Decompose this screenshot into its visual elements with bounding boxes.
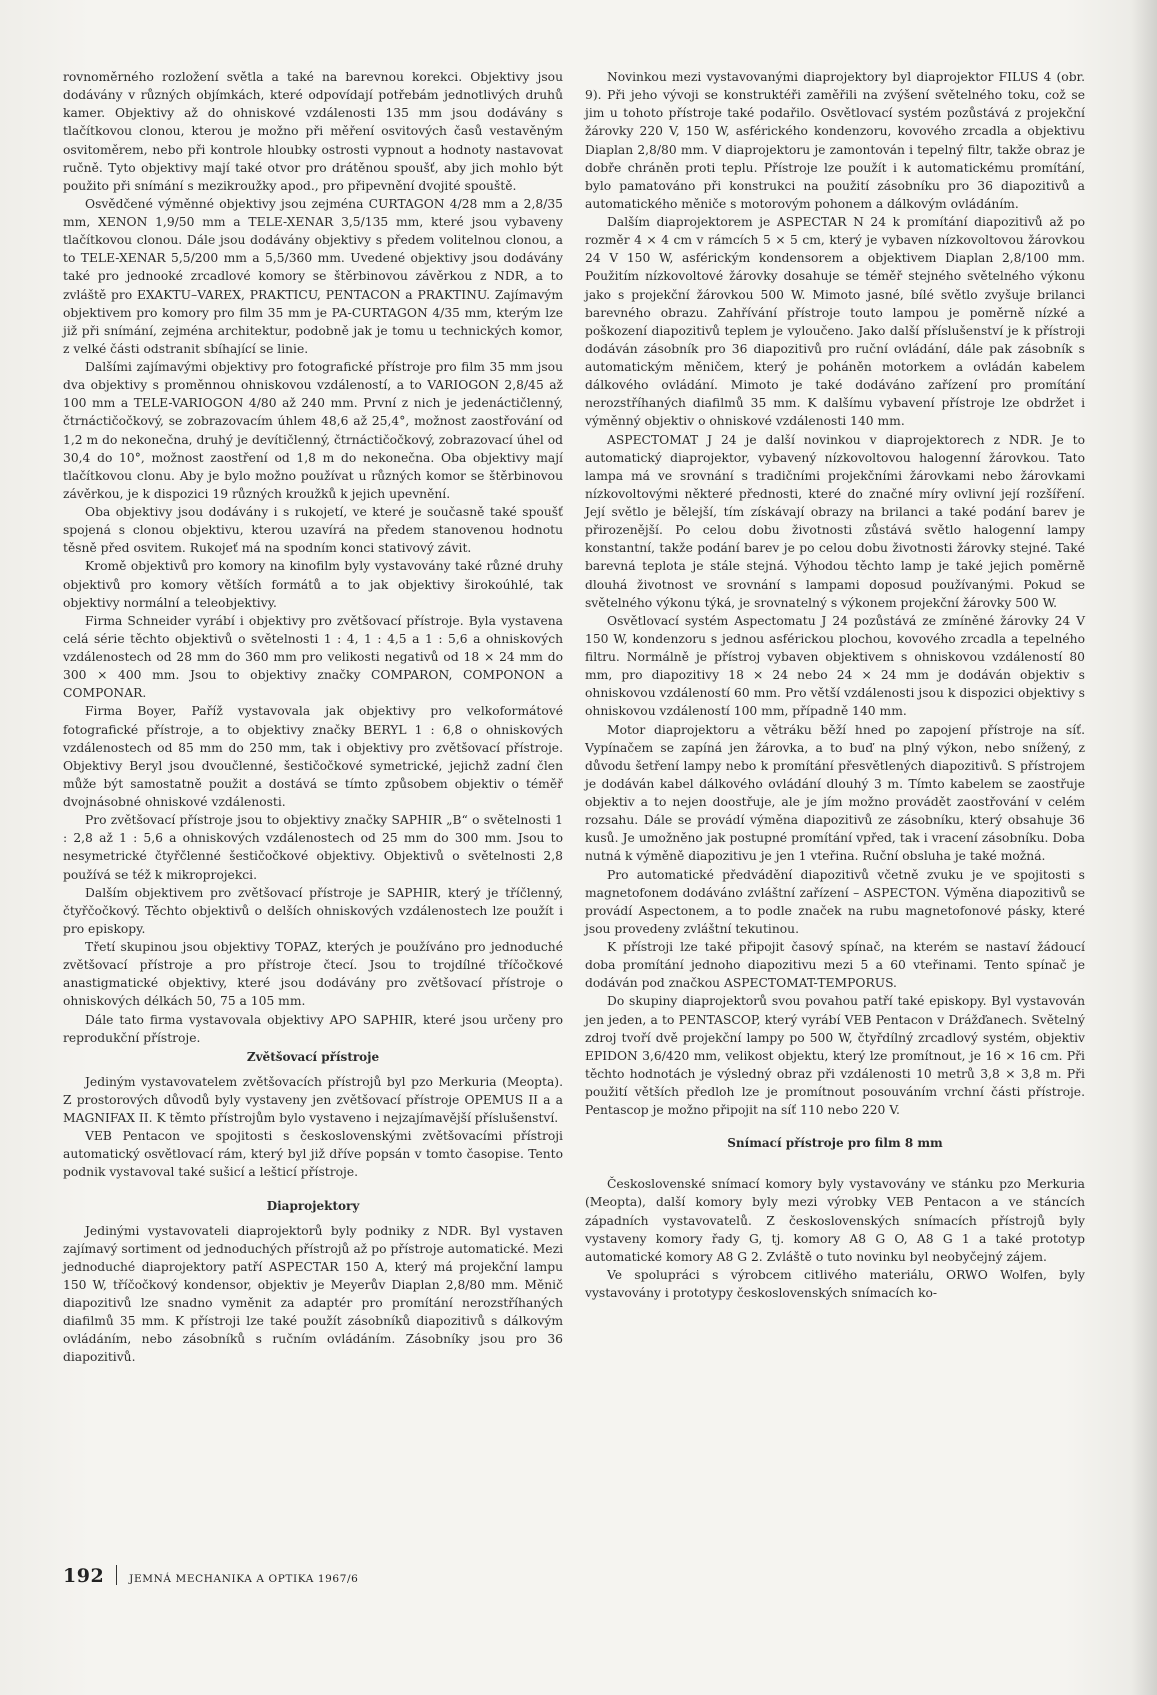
left-column: [63, 68, 563, 1367]
right-paragraph: Ve spolupráci s výrobcem citlivého materiálu, ORWO Wolfen, byly vystavovány i prototypy československých snímacích ko-: [585, 1267, 1085, 1300]
left-paragraph: Oba objektivy jsou dodávány i s rukojetí, ve které je současně také spoušť spojená s clonou objektivu, kterou uzavírá na předem stanovenou hodnotu těsně před osvitem. Rukojeť má na spodním konci stativový závit.: [63, 505, 563, 556]
left-paragraph: Kromě objektivů pro komory na kinofilm byly vystavovány také různé druhy objektivů pro komory větších formátů a to jak objektivy širokoúhlé, tak objektivy normální a teleobjektivy.: [63, 559, 563, 610]
right-paragraph: K přístroji lze také připojit časový spínač, na kterém se nastaví žádoucí doba promítání jednoho diapozitivu mezi 5 a 60 vteřinami. Tento spínač je dodáván pod značkou ASPECTOMAT-TEMPORUS.: [585, 940, 1085, 991]
right-paragraph: Novinkou mezi vystavovanými diaprojektory byl diaprojektor FILUS 4 (obr. 9). Při jeho vývoji se konstruktéři zaměřili na zvýšení světelného toku, což se jim u tohoto přístroje také podařilo. Osvětlovací systém pozůstává z projekční žárovky 220 V, 150 W, asférického kondenzoru, kovového zrcadla a objektivu Diaplan 2,8/80 mm. V diaprojektoru je zamontován i tepelný filtr, takže obraz je dobře chráněn proti teplu. Přístroje lze použít i k automatickému promítání, bylo pamatováno při konstrukci na použití zásobníku pro 36 diapozitivů a automatického měniče s motorovým pohonem a dálkovým ovládáním.: [585, 70, 1085, 211]
left-section-heading: Diaprojektory: [266, 1198, 360, 1213]
page-edge-shadow: [1131, 0, 1157, 1695]
right-paragraph: Československé snímací komory byly vystavovány ve stánku pzo Merkuria (Meopta), další komory byly mezi výrobky VEB Pentacon a ve stáncích západních vystavovatelů. Z československých snímacích přístrojů byly vystaveny komory řady G, tj. komory A8 G O, A8 G 1 a také prototyp automatické komory A8 G 2. Zvláště o tuto novinku byl neobyčejný zájem.: [585, 1177, 1085, 1264]
right-section-heading: Snímací přístroje pro film 8 mm: [727, 1136, 943, 1151]
left-paragraph: Jedinými vystavovateli diaprojektorů byly podniky z NDR. Byl vystaven zajímavý sortiment od jednoduchých přístrojů až po přístroje automatické. Mezi jednoduché diaprojektory patří ASPECTAR 150 A, který má projekční lampu 150 W, tříčočkový kondensor, objektiv je Meyerův Diaplan 2,8/80 mm. Měnič diapozitivů lze snadno vyměnit za adaptér pro promítání nerozstříhaných diafilmů 35 mm. K přístroji lze také použít zásobníků diapozitivů s dálkovým ovládáním, nebo zásobníků s ručním ovládáním. Zásobníky jsou pro 36 diapozitivů.: [63, 1223, 563, 1365]
right-paragraph: Dalším diaprojektorem je ASPECTAR N 24 k promítání diapozitivů až po rozměr 4 × 4 cm v rámcích 5 × 5 cm, který je vybaven nízkovoltovou žárovkou 24 V 150 W, asférickým kondensorem a objektivem Diaplan 2,8/100 mm. Použitím nízkovoltové žárovky dosahuje se téměř stejného světelného výkonu jako s projekční žárovkou 500 W. Mimoto jasné, bílé světlo zvyšuje brilanci barevného obrazu. Zahřívání přístroje touto lampou je poměrně nízké a poškození diapozitivů teplem je vyloučeno. Jako další příslušenství je k přístroji dodáván zásobník pro 36 diapozitivů pro ruční ovládání, dále pak zásobník s automatickým měničem, který je poháněn motorkem a ovládán kabelem dálkového ovládání. Mimoto je také dodáváno zařízení pro promítání nerozstříhaných diafilmů 35 mm. K dalšímu vybavení přístroje lze obdržet i výměnný objektiv o ohniskové vzdálenosti 140 mm.: [585, 215, 1085, 429]
left-paragraph: Třetí skupinou jsou objektivy TOPAZ, kterých je používáno pro jednoduché zvětšovací přístroje a pro přístroje čtecí. Jsou to trojdílné tříčočkové anastigmatické objektivy, které jsou dodávány pro zvětšovací přístroje o ohniskových délkách 50, 75 a 105 mm.: [63, 940, 563, 1009]
left-section-heading: Zvětšovací přístroje: [246, 1049, 380, 1064]
left-paragraph: Dalším objektivem pro zvětšovací přístroje je SAPHIR, který je tříčlenný, čtyřčočkový. Těchto objektivů o delších ohniskových vzdálenostech lze použít i pro episkopy.: [63, 885, 563, 936]
left-paragraph: Dalšími zajímavými objektivy pro fotografické přístroje pro film 35 mm jsou dva objektivy s proměnnou ohniskovou vzdáleností, a to VARIOGON 2,8/45 až 100 mm a TELE-VARIOGON 4/80 až 240 mm. První z nich je jedenáctičlenný, čtrnáctičočkový, se zobrazovacím úhlem 48,6 až 25,4°, možnost zaostřování od 1,2 m do nekonečna, druhý je devítičlenný, čtrnáctičočkový, zobrazovací úhel od 30,4 do 10°, možnost zaostření od 1,8 m do nekonečna. Oba objektivy mají tlačítkovou clonu. Aby je bylo možno používat u různých komor se štěrbinovou závěrkou, je k dispozici 19 různých kroužků k jejich upevnění.: [63, 360, 563, 501]
left-paragraph: Jediným vystavovatelem zvětšovacích přístrojů byl pzo Merkuria (Meopta). Z prostorových důvodů byly vystaveny jen zvětšovací přístroje OPEMUS II a a MAGNIFAX II. K těmto přístrojům bylo vystaveno i nejzajímavější příslušenství.: [63, 1074, 563, 1125]
right-paragraph: Osvětlovací systém Aspectomatu J 24 pozůstává ze zmíněné žárovky 24 V 150 W, kondenzoru s jednou asférickou plochou, kovového zrcadla a tepelného filtru. Normálně je přístroj vybaven objektivem s ohniskovou vzdáleností 80 mm, pro diapozitivy 18 × 24 nebo 24 × 24 mm je dodáván objektiv s ohniskovou vzdáleností 60 mm. Pro větší vzdálenosti jsou k dispozici objektivy s ohniskovou vzdáleností 100 mm, případně 140 mm.: [585, 613, 1085, 719]
right-paragraph: ASPECTOMAT J 24 je další novinkou v diaprojektorech z NDR. Je to automatický diaprojektor, vybavený nízkovoltovou halogenní žárovkou. Tato lampa má ve srovnání s tradičními projekčními žárovkami nebo žárovkami nízkovoltovými některé přednosti, které do značné míry ovlivní její rozšíření. Její světlo je bělejší, tím získávají obrazy na brilanci a také podání barev je přirozenější. Po celou dobu životnosti zůstává světlo halogenní lampy konstantní, takže podání barev je po celou dobu životnosti žárovky stejné. Také barevná teplota je stále stejná. Výhodou těchto lamp je také jejich poměrně dlouhá životnost ve srovnání s lampami doposud používanými. Pokud se světelného výkonu týká, je srovnatelný s výkonem projekční žárovky 500 W.: [585, 432, 1085, 610]
journal-title: JEMNÁ MECHANIKA A OPTIKA 1967/6: [129, 1573, 359, 1585]
left-paragraph: VEB Pentacon ve spojitosti s československými zvětšovacími přístroji automatický osvětlovací rám, který byl již dříve popsán v tomto časopise. Tento podnik vystavoval také sušicí a lešticí přístroje.: [63, 1129, 563, 1180]
left-paragraph: rovnoměrného rozložení světla a také na barevnou korekci. Objektivy jsou dodávány v různých objímkách, které odpovídají potřebám jednotlivých druhů kamer. Objektivy až do ohniskové vzdálenosti 135 mm jsou dodávány s tlačítkovou clonou, kterou je možno při měření osvitových časů vestavěným osvitoměrem, nebo při kontrole hloubky ostrosti vypnout a hodnoty nastavovat ručně. Tyto objektivy mají také otvor pro drátěnou spoušť, aby jich mohlo být použito při snímání s mezikroužky apod., pro připevnění dvojité spouště.: [63, 70, 563, 193]
footer-separator: [116, 1565, 117, 1585]
left-paragraph: Dále tato firma vystavovala objektivy APO SAPHIR, které jsou určeny pro reprodukční přístroje.: [63, 1012, 563, 1045]
right-paragraph: Motor diaprojektoru a větráku běží hned po zapojení přístroje na síť. Vypínačem se zapíná jen žárovka, a to buď na plný výkon, nebo snížený, z důvodu šetření lampy nebo k promítání přesvětlených diapozitivů. S přístrojem je dodáván kabel dálkového ovládání dlouhý 3 m. Tímto kabelem se zaostřuje objektiv a to nejen doostřuje, ale je jím možno provádět zaostřování v celém rozsahu. Dále se provádí výměna diapozitivů ze zásobníku, který obsahuje 36 kusů. Je umožněno jak postupné promítání vpřed, tak i vracení zásobníku. Doba nutná k výměně diapozitivu je jen 1 vteřina. Ruční obsluha je také možná.: [585, 722, 1085, 864]
left-paragraph: Firma Boyer, Paříž vystavovala jak objektivy pro velkoformátové fotografické přístroje, a to objektivy značky BERYL 1 : 6,8 o ohniskových vzdálenostech od 85 mm do 250 mm, tak i objektivy pro zvětšovací přístroje. Objektivy Beryl jsou dvoučlenné, šestičočkové symetrické, jejichž zadní člen může být samostatně použit a dostává se tímto způsobem objektiv o téměř dvojnásobné ohniskové vzdálenosti.: [63, 704, 563, 809]
page-number: 192: [63, 1565, 105, 1587]
left-paragraph: Pro zvětšovací přístroje jsou to objektivy značky SAPHIR „B“ o světelnosti 1 : 2,8 až 1 : 5,6 a ohniskových vzdálenostech od 25 mm do 300 mm. Jsou to nesymetrické čtyřčlenné šestičočkové objektivy. Objektivů o světelnosti 2,8 používá se též k mikroprojekci.: [63, 813, 563, 882]
right-column: [585, 68, 1085, 1302]
page-footer: [63, 1562, 358, 1587]
left-paragraph: Firma Schneider vyrábí i objektivy pro zvětšovací přístroje. Byla vystavena celá série těchto objektivů o světelnosti 1 : 4, 1 : 4,5 a 1 : 5,6 a ohniskových vzdálenostech od 28 mm do 360 mm pro velikosti negativů od 18 × 24 mm do 300 × 400 mm. Jsou to objektivy značky COMPARON, COMPONON a COMPONAR.: [63, 613, 563, 701]
right-paragraph: Pro automatické předvádění diapozitivů včetně zvuku je ve spojitosti s magnetofonem dodáváno zvláštní zařízení – ASPECTON. Výměna diapozitivů se provádí Aspectonem, a to podle značek na rubu magnetofonové pásky, které jsou provedeny zvláštní tekutinou.: [585, 867, 1085, 936]
left-paragraph: Osvědčené výměnné objektivy jsou zejména CURTAGON 4/28 mm a 2,8/35 mm, XENON 1,9/50 mm a TELE-XENAR 3,5/135 mm, které jsou vybaveny tlačítkovou clonou. Dále jsou dodávány objektivy s předem volitelnou clonou, a to TELE-XENAR 5,5/200 mm a 5,5/360 mm. Uvedené objektivy jsou dodávány také pro jednooké zrcadlové komory se štěrbinovou závěrkou z NDR, a to zvláště pro EXAKTU–VAREX, PRAKTICU, PENTACON a PRAKTINU. Zajímavým objektivem pro komory pro film 35 mm je PA-CURTAGON 4/35 mm, kterým lze již při snímání, zejména architektur, podobně jak je tomu u technických komor, z velké části odstranit sbíhající se linie.: [63, 196, 563, 356]
right-paragraph: Do skupiny diaprojektorů svou povahou patří také episkopy. Byl vystavován jen jeden, a to PENTASCOP, který vyrábí VEB Pentacon v Drážďanech. Světelný zdroj tvoří dvě projekční lampy po 500 W, čtyřdílný zrcadlový systém, objektiv EPIDON 3,6/420 mm, velikost objektu, který lze promítnout, je 16 × 16 cm. Při těchto hodnotách je výsledný obraz při vzdálenosti 10 metrů 3,8 × 3,8 m. Při použití větších předloh lze je promítnout posouváním vrchní části přístroje. Pentascop je možno připojit na síť 110 nebo 220 V.: [585, 994, 1085, 1118]
